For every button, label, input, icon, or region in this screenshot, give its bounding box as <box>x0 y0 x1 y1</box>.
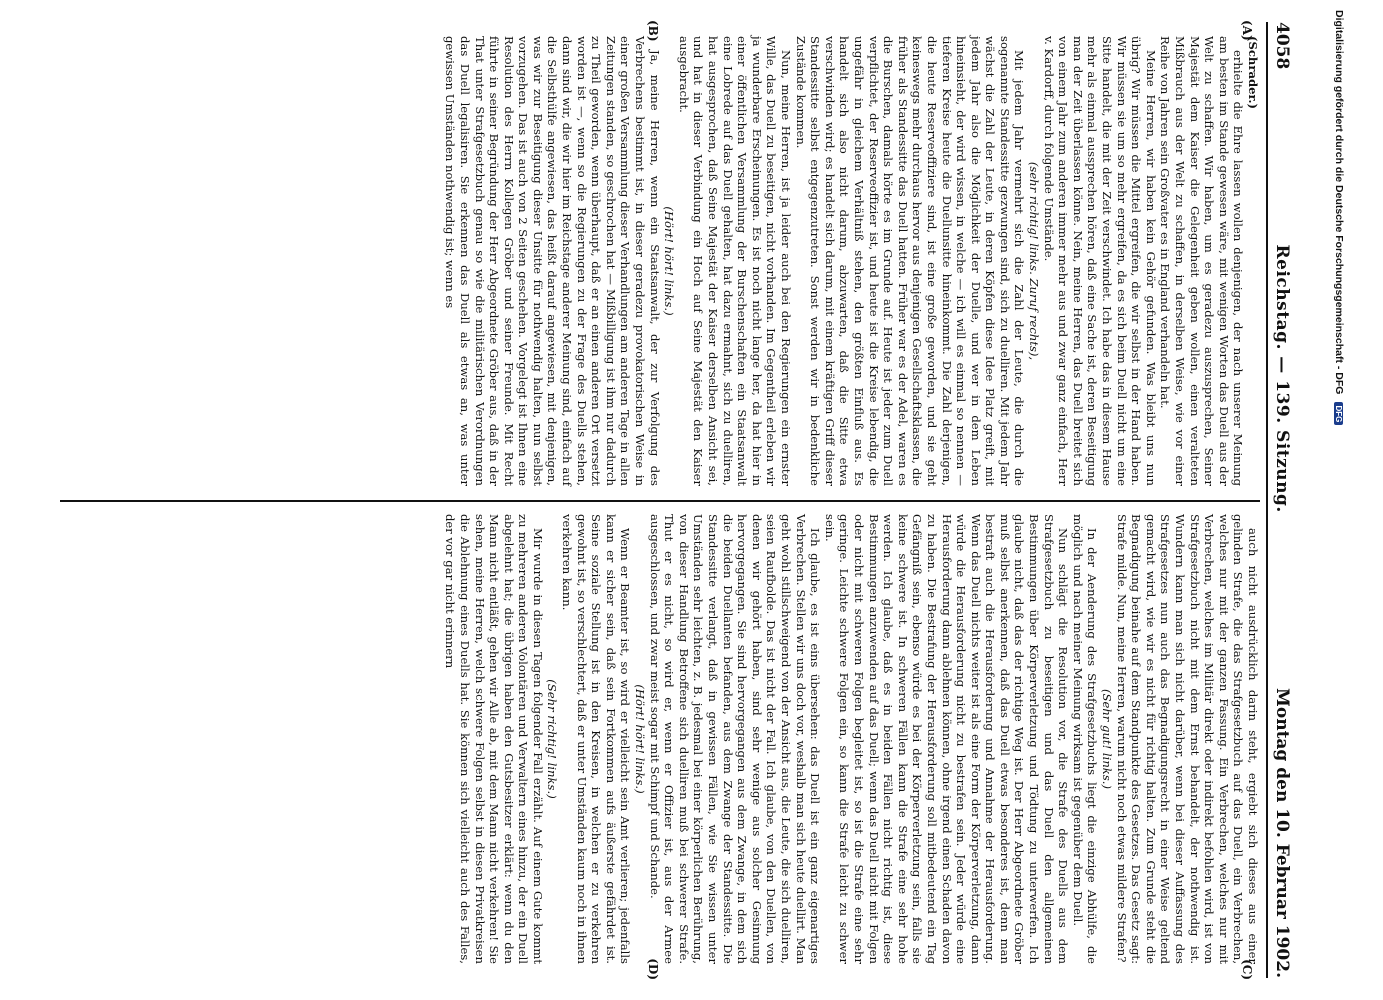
right-interjection: (Hört! hört! links.) <box>633 684 648 794</box>
page-header <box>1266 22 1292 978</box>
right-paragraph: In der Aenderung des Strafgesetzbuchs liegt die einzige Abhülfe, die möglich und nach meiner Meinung wirksam ist gegenüber dem Duell. <box>1070 514 1100 964</box>
page-number: 4058 <box>1272 22 1292 70</box>
margin-marker-d: (D) <box>646 958 660 980</box>
document-page <box>10 0 1310 1000</box>
left-interjection: (sehr richtig! links. Zuruf rechts), <box>1027 161 1042 361</box>
left-paragraph: Mit jedem Jahr vermehrt sich die Zahl der Leute, die durch die sogenannte Standessitte gezwungen sind, sich zu duelliren. Mit jedem Jahr wächst die Zahl der Leute, in deren Köpfen diese Idee Platz greift, mit jedem Jahr also die Möglichkeit der Duelle, und wer in dem Leben hineinsieht, der wird wissen, in welche — ich will es einmal so nennen — tieferen Kreise heute die Duellunsitte hineinkommt. Die Zahl derjenigen, die heute Reserveoffiziere sind, ist eine große geworden, und sie geht keineswegs mehr durchaus hervor aus denjenigen Gesellschaftsklassen, die früher als Standessitte das Duell hatten. Früher war es der Adel, waren es die Burschen, damals hörte es im Grunde auf. Heute ist jeder zum Duell verpflichtet, der Reserveoffizier ist, und heute ist die Kreise lebendig, die ungefähr in gleichem Verhältniß stehen, den größten Einfluß aus. Es handelt sich also nicht darum, abzuwarten, daß die Sitte etwa verschwinden wird; es handelt sich darum, mit einem kräftigen Griff dieser Standessitte selbst entgegenzutreten. Sonst werden wir in bedenkliche Zustände kommen. <box>793 36 1027 486</box>
left-column <box>60 22 1260 500</box>
right-paragraph: Mir wurde in diesen Tagen folgender Fall erzählt. Auf einem Gute kommt zu mehreren anderen Volontären und Verwaltern eines hinzu, der ein Duell abgelehnt hat; die übrigen haben den Gutsbesitzer erklärt: wenn du den Mann nicht entläßt, gehen wir Alle ab, mit dem Mann nicht verkehren! Sie sehen, meine Herren, welch schwere Folgen selbst in diesen Privatkreisen die Ablehnung eines Duells hat. Sie können sich vielleicht auch des Falles, der vor gar nicht erinnern <box>443 514 545 964</box>
page-title: Reichstag. — 139. Sitzung. <box>1272 244 1292 513</box>
right-paragraph: Nun schlägt die Resolution vor, die Strafe des Duells aus dem Strafgesetzbuch zu beseitigen und das Duell den allgemeinen Bestimmungen über Körperverletzung und Tödtung zu unterwerfen. Ich glaube nicht, daß das der richtige Weg ist. Der Herr Abgeordnete Gröber muß selbst anerkennen, daß das Duell etwas besonderes ist, denn man bestraft auch die Herausforderung und Annahme der Herausforderung. Wenn das Duell nichts weiter ist als eine Form der Körperverletzung, dann würde die Herausforderung nicht zu bestrafen sein. Jeder würde eine Herausforderung dann ablehnen können, ohne irgend einen Schaden davon zu haben. Die Bestrafung der Herausforderung soll mitbedeutend ein Tag Gefängniß sein, ebenso würde es bei der Körperverletzung sein, falls sie keine schwere ist. In schweren Fällen kann die Strafe eine sehr hohe werden. Ich glaube, daß es in beiden Fällen nicht richtig ist, diese Bestimmungen anzuwenden auf das Duell; wenn das Duell nicht mit Folgen oder nicht mit schweren Folgen begleitet ist, so ist die Strafe eine sehr geringe. Leichte schwere Folgen ein, so kann die Strafe leicht zu schwer sein. <box>822 514 1071 964</box>
dfg-logo-icon: DFG <box>1334 402 1343 425</box>
right-paragraph: Wenn er Beamter ist, so wird er vielleicht sein Amt verlieren; jedenfalls kann er sicher sein, daß sein Fortkommen aufs äußerste gefährdet ist. Seine soziale Stellung ist in den Kreisen, in welchen er zu verkehren gewohnt ist, so verschlechtert, daß er unter Umständen kaum noch in ihnen verkehren kann. <box>560 514 633 964</box>
speaker-name: (Schrader.) <box>1246 36 1260 110</box>
margin-marker-a: (A) <box>1240 20 1254 41</box>
digitization-credit <box>1329 10 1345 990</box>
text-columns <box>60 22 1260 978</box>
right-interjection: (Sehr richtig! links.) <box>545 679 560 799</box>
page-date: Montag den 10. Februar 1902. <box>1272 688 1292 978</box>
right-interjection: (Sehr gut! links.) <box>1100 689 1115 789</box>
column-divider <box>60 500 1260 502</box>
left-paragraph: erhielte die Ehre lassen wollen denjenigen, der nach unserer Meinung am besten im Stande gewesen wäre, mit wenigen Worten das Duell aus der Welt zu schaffen. Wir haben, um es geradezu auszusprechen, Seiner Majestät dem Kaiser die Gelegenheit geben wollen, einen veralteten Mißbrauch aus der Welt zu schaffen, in derselben Weise, wie vor einer Reihe von Jahren sein Großvater es in England verhandeln hat. <box>1158 36 1246 486</box>
margin-marker-b: (B) <box>646 20 660 42</box>
right-paragraph: auch nicht ausdrücklich darin steht, ergiebt sich dieses aus einer gelinden Strafe, die das Strafgesetzbuch auf das Duell, ein Verbrechen, welches nur mit der ganzen Fassung. Ein Verbrechen, welches nur mit Verbrechen, welches im Militär direkt oder indirekt befohlen wird, ist von Strafgesetzbuch nicht mit dem Ernst behandelt, der nothwendig ist. Wundern kann man sich nicht darüber, wenn bei dieser Auffassung des Strafgesetzes nun auch das Begnadigungsrecht in einer Weise geltend gemacht wird, wie wir es nicht für richtig halten. Zum Grunde steht die Begnadigung beinahe auf dem Standpunkte des Gesetzes. Das Gesetz sagt: Strafe milde. Nun, meine Herren, warum nicht noch etwas mildere Strafen? <box>1114 514 1260 964</box>
right-paragraph: Ich glaube, es ist eins übersehen: das Duell ist ein ganz eigenartiges Verbrechen. Stellen wir uns doch vor, weshalb man sich heute duellirt. Man geht wohl stillschweigend von der Ansicht aus, die Leute, die sich duelliren, seien Raufbolde. Das ist nicht der Fall. Ich glaube, von den Duellen, von denen wir gehört haben, sind sehr wenige aus solcher Gesinnung hervorgegangen. Sie sind hervorgegangen aus dem Zwange, in dem sich die beiden Duellanten befanden, aus dem Zwange der Standessitte. Die Standessitte verlangt, daß in gewissen Fällen, wie Sie wissen unter Umständen sehr leichten, z. B. jedesmal bei einer körperlichen Berührung, von dieser Handlung Betroffene sich duelliren muß bei schwerer Strafe. Thut er es nicht, so wird er, wenn er Offizier ist, aus der Armee ausgeschlossen, und zwar meist sogar mit Schimpf und Schande. <box>647 514 823 964</box>
credit-text: Digitalisierung gefördert durch die Deutsche Forschungsgemeinschaft - DFG <box>1333 10 1345 395</box>
left-paragraph: Meine Herren, wir haben kein Gehör gefunden. Was bleibt uns nun übrig? Wir müssen die Mittel ergreifen, die wir selbst in der Hand haben. Wir müssen sie um so mehr ergreifen, da es sich beim Duell nicht um eine Sitte handelt, die mit der Zeit verschwindet. Ich habe das in diesem Hause mehr als einmal aussprechen hören, daß eine Sache ist, deren Beseitigung man der Zeit überlassen könne. Nein, meine Herren, das Duell breitet sich von einem Jahr zum anderen immer mehr aus und zwar ganz einfach, Herr v. Kardorff, durch folgende Umstände. <box>1041 36 1158 486</box>
left-paragraph: Nun, meine Herren, ist ja leider auch bei den Regierungen ein ernster Wille, das Duell zu beseitigen, nicht vorhanden. Im Gegentheil erleben wir ja wunderbare Erscheinungen. Es ist noch nicht lange her, da hat hier in einer öffentlichen Versammlung der Burschenschaften ein Staatsanwalt eine Lobrede auf das Duell gehalten, hat dazu ermahnt, sich zu duelliren, hat ausgesprochen, daß Seine Majestät der Kaiser derselben Ansicht sei, und hat in dieser Verbindung ein Hoch auf Seine Majestät den Kaiser ausgebracht. <box>676 36 793 486</box>
left-interjection: (Hört! hört! links.) <box>662 206 677 316</box>
margin-marker-c: (C) <box>1240 959 1254 980</box>
right-column <box>60 500 1260 978</box>
left-paragraph: Ja, meine Herren, wenn ein Staatsanwalt, der zur Verfolgung des Verbrechens bestimmt ist, in dieser geradezu provokatorischen Weise in einer großen Versammlung dieser Verhandlungen am anderen Tage in allen Zeitungen standen, so geschrochen hat — Mißbilligung ist ihm nur dadurch zu Theil geworden, wenn überhaupt, daß er an einen anderen Ort versetzt worden ist —, wenn so die Regierungen zu der Frage des Duells stehen, dann sind wir, die wir hier im Reichstage anderer Meinung sind, einfach auf die Selbsthülfe angewiesen, das heißt darauf angewiesen, mit denjenigen, was wir zur Beseitigung dieser Unsitte für nothwendig halten, nun selbst vorzugehen. Das ist auch von 2 Seiten geschehen. Vorgelegt ist Ihnen eine Resolution des Herrn Kollegen Gröber und seiner Freunde. Mit Recht führte in seiner Begründung der Herr Abgeordnete Gröber aus, daß in der That unter Strafgesetzbuch genau so wie die militärischen Verordnungen das Duell legalisiren. Sie erkennen das Duell als etwas an, was unter gewissen Umständen nothwendig ist; wenn es <box>443 36 662 486</box>
